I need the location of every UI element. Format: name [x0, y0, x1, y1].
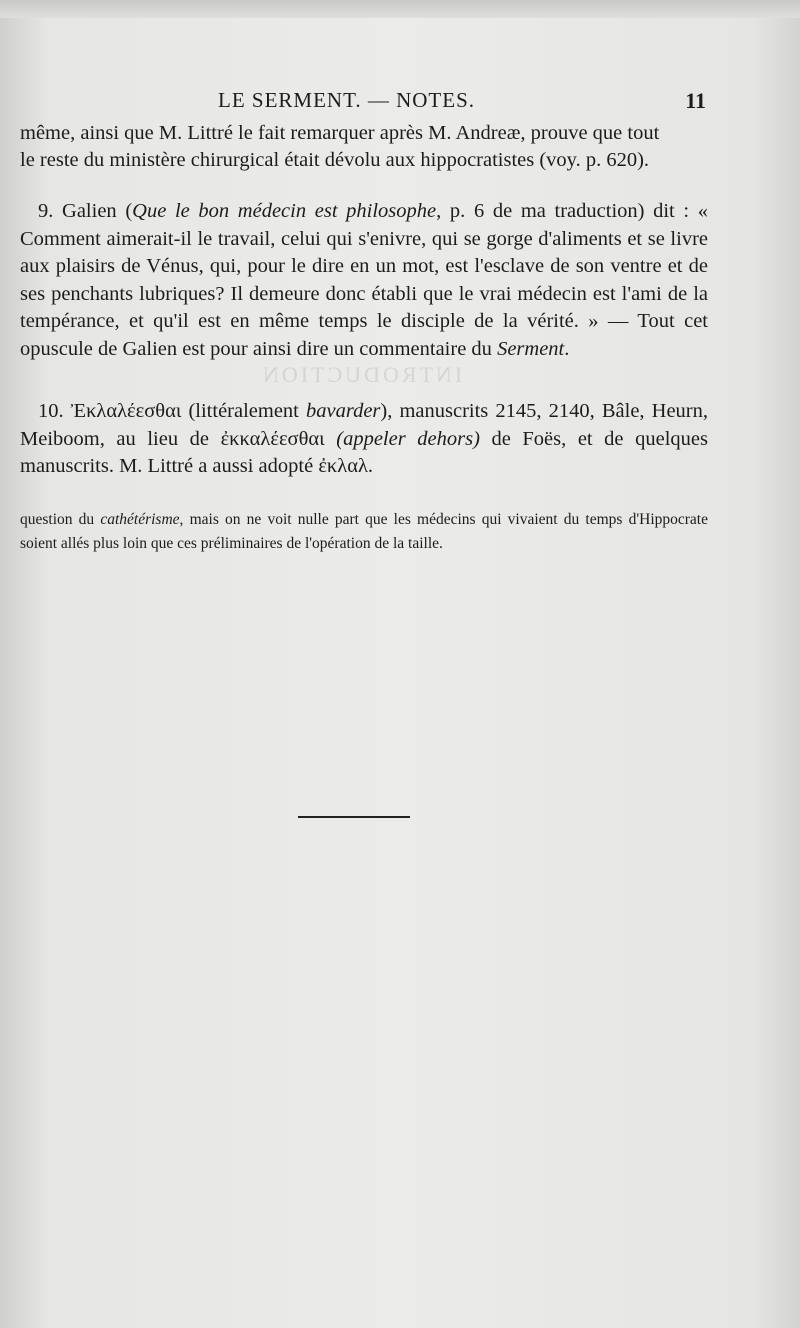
note-9-body: , p. 6 de ma traduction) dit : « Comment aimerait-il le travail, celui qui s'enivre, qui se gorge d'aliments et se livre aux plaisirs de Vénus, qui, pour le dire en un mot, est l'esclave de son ventre et de ses penchants lubriques? Il demeure donc établi que le vrai médecin est l'ami de la tempérance, et qu'il est en même temps le disciple de la vérité. » — Tout cet opuscule de Galien est pour ainsi dire un commentaire du	[20, 200, 709, 360]
continuation-line-1: même, ainsi que M. Littré le fait remarquer après M. Andreæ, prouve que tout	[20, 122, 660, 144]
small-note-rest: , mais on ne voit nulle part que les médecins qui vivaient du temps d'Hippocrate soient allés plus loin que ces préliminaires de l'opération de la taille.	[20, 511, 708, 552]
note-10	[20, 398, 708, 481]
running-title: LE SERMENT. — NOTES.	[218, 88, 476, 112]
note-10-part-3: de Foës, et de quelques manuscrits. M. Littré a aussi adopté ἐκλαλ.	[20, 427, 708, 477]
note-10-italic-2: (appeler dehors)	[336, 427, 480, 450]
note-10-prefix: 10. Ἐκλαλέεσθαι (littéralement	[38, 400, 306, 422]
continuation-paragraph	[20, 120, 708, 174]
section-rule	[298, 816, 410, 818]
small-note-italic: cathétérisme	[100, 511, 180, 528]
note-9-prefix: 9. Galien (	[38, 200, 133, 222]
note-10-part-2: ), manuscrits 2145, 2140, Bâle, Heurn, Meiboom, au lieu de ἐκκαλέεσθαι	[20, 400, 708, 450]
continuation-line-2: le reste du ministère chirurgical était dévolu aux hippocratistes (voy. p. 620).	[20, 149, 650, 171]
note-10-italic-1: bavarder	[306, 400, 381, 422]
page-header	[20, 88, 710, 118]
note-9-end-title: Serment	[497, 337, 565, 360]
page-top-edge	[0, 0, 800, 18]
note-9-title: Que le bon médecin est philosophe	[132, 200, 437, 222]
bleed-through-heading: INTRODUCTION	[260, 362, 463, 387]
small-note	[20, 508, 708, 556]
small-note-prefix: question du	[20, 511, 101, 528]
note-9-end: .	[564, 337, 570, 360]
note-9	[20, 198, 708, 363]
page-number: 11	[685, 88, 706, 113]
